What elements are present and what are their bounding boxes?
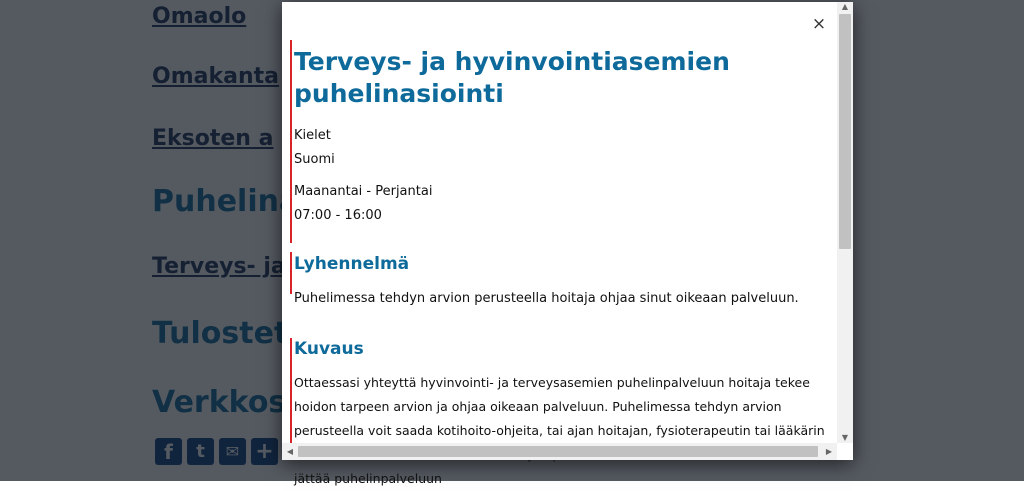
scroll-up-icon[interactable]: ▲ xyxy=(841,2,849,11)
opening-hours: 07:00 - 16:00 xyxy=(294,208,382,223)
service-modal xyxy=(282,2,853,486)
horizontal-scrollbar[interactable] xyxy=(282,443,837,460)
languages-value: Suomi xyxy=(294,152,335,167)
summary-heading: Lyhennelmä xyxy=(294,254,410,274)
languages-label: Kielet xyxy=(294,128,331,143)
accent-bar-description-text xyxy=(290,380,292,444)
accent-bar-summary xyxy=(290,252,292,294)
modal-content xyxy=(290,40,830,486)
modal-title: Terveys- ja hyvinvointiasemien puhelinasiointi xyxy=(294,47,730,108)
description-heading: Kuvaus xyxy=(294,339,364,359)
accent-bar-description xyxy=(290,338,292,380)
opening-days: Maanantai - Perjantai xyxy=(294,184,433,199)
vertical-scroll-thumb[interactable] xyxy=(839,14,851,249)
scroll-down-icon[interactable]: ▼ xyxy=(841,433,849,442)
vertical-scrollbar[interactable] xyxy=(837,2,853,443)
summary-text: Puhelimessa tehdyn arvion perusteella hoitaja ohjaa sinut oikeaan palveluun. xyxy=(294,291,799,306)
close-icon[interactable]: × xyxy=(811,14,827,34)
scroll-right-icon[interactable]: ▶ xyxy=(825,447,833,456)
horizontal-scroll-thumb[interactable] xyxy=(298,446,818,457)
scroll-left-icon[interactable]: ◀ xyxy=(286,447,294,456)
description-text: Ottaessasi yhteyttä hyvinvointi- ja terveysasemien puhelinpalveluun hoitaja tekee hoidon tarpeen arvion ja ohjaa oikeaan palveluun. Puhelimessa tehdyn arvion perusteella voit saada kotihoito-ohjeita, tai ajan hoitajan, fysioterapeutin tai lääkärin jättää puhelinpalveluun xyxy=(294,375,825,486)
accent-bar-header xyxy=(290,40,292,243)
